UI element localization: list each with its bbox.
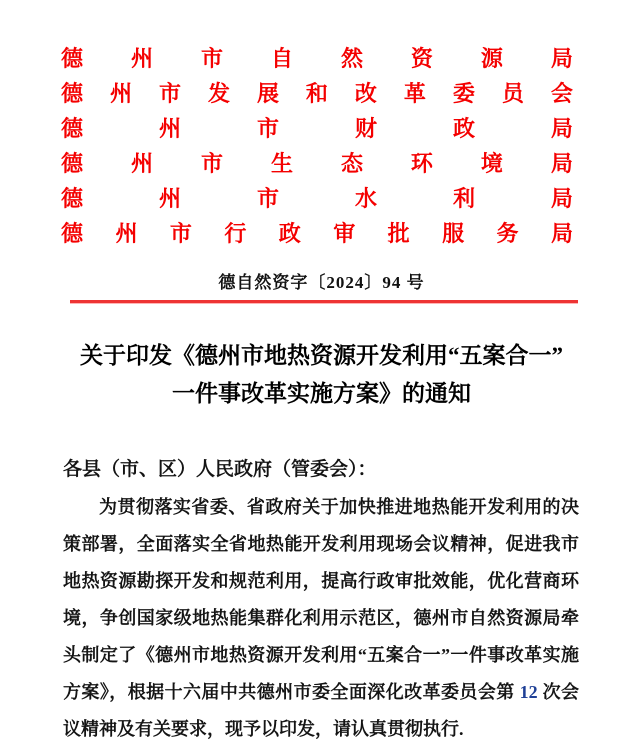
agency-line-4: 德 州 市 生 态 环 境 局 [61,150,573,176]
title-line-2: 一件事改革实施方案》的通知 [172,381,471,406]
red-divider [70,300,578,303]
document-body [63,451,579,748]
document-title [0,337,643,413]
paragraph-text-after: 次会议精神及有关要求，现予以印发，请认真贯彻执行. [63,682,579,739]
doc-number: 德自然资字〔2024〕94 号 [218,273,425,292]
agency-line-2: 德 州 市 发 展 和 改 革 委 员 会 [61,80,573,106]
agency-line-6: 德 州 市 行 政 审 批 服 务 局 [61,220,573,246]
agency-line-3: 德 州 市 财 政 局 [61,115,573,141]
paragraph-text-before: 为贯彻落实省委、省政府关于加快推进地热能开发利用的决策部署，全面落实全省地热能开发利用现场会议精神，促进我市地热资源勘探开发和规范利用，提高行政审批效能，优化营商环境，争创国家级地热能集群化利用示范区，德州市自然资源局牵头制定了《德州市地热资源开发利用“五案合一”一件事改革实施方案》，根据十六届中共德州市委全面深化改革委员会第 [63,497,579,702]
agency-line-5: 德 州 市 水 利 局 [61,185,573,211]
title-line-1: 关于印发《德州市地热资源开发利用“五案合一” [80,343,563,368]
agency-line-1: 德 州 市 自 然 资 源 局 [61,45,573,71]
salutation: 各县（市、区）人民政府（管委会）： [63,459,377,480]
red-header [61,41,573,251]
body-paragraph [63,489,579,748]
meeting-number: 12 [519,682,538,702]
